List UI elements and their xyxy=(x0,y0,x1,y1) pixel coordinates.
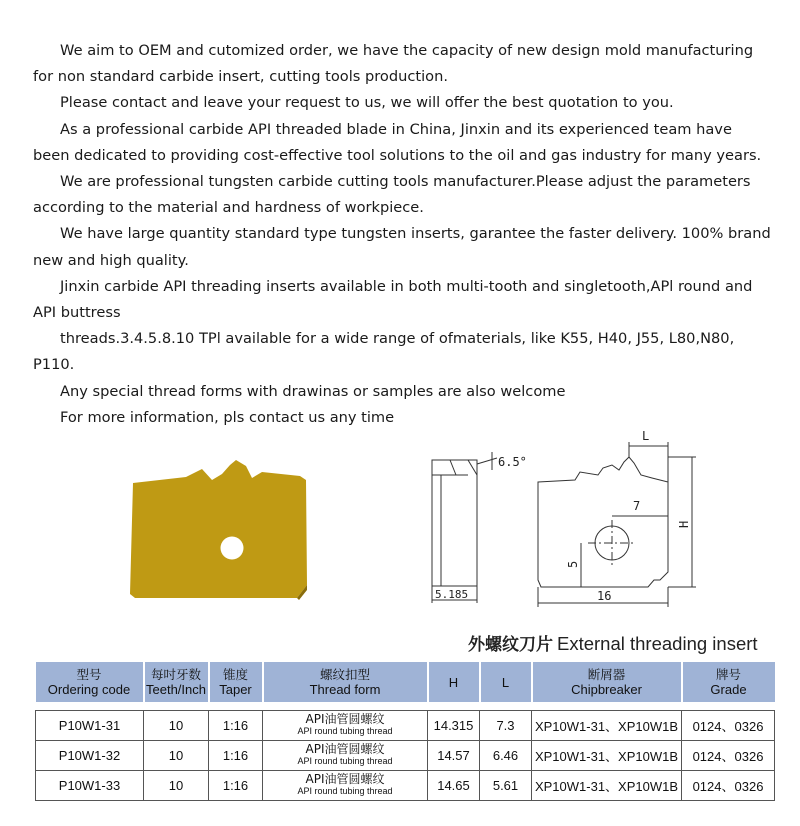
angle-label: 6.5° xyxy=(498,455,527,469)
intro-paragraph: threads.3.4.5.8.10 TPl available for a wide range of ofmaterials, like K55, H40, J55, L80,N80, P110. xyxy=(33,330,735,374)
cell-grade: 0124、0326 xyxy=(682,740,775,770)
header-h: H xyxy=(428,662,480,702)
cell-l: 5.61 xyxy=(480,770,532,800)
intro-text xyxy=(33,38,773,431)
intro-paragraph: Jinxin carbide API threading inserts available in both multi-tooth and singletooth,APl round and API buttress xyxy=(33,277,753,322)
cell-grade: 0124、0326 xyxy=(682,770,775,800)
intro-paragraph: Any special thread forms with drawinas or samples are also welcome xyxy=(60,382,566,400)
header-chipbreaker: 断屑器 Chipbreaker xyxy=(532,662,682,702)
hole-offset-y-label: 5 xyxy=(566,560,580,568)
cell-taper: 1:16 xyxy=(209,710,263,740)
cell-code: P10W1-32 xyxy=(36,740,144,770)
table-header-row xyxy=(36,662,775,702)
cell-code: P10W1-31 xyxy=(36,710,144,740)
cell-thread-form: API油管圆螺纹 API round tubing thread xyxy=(263,740,428,770)
cell-h: 14.57 xyxy=(428,740,480,770)
insert-hole xyxy=(221,537,244,560)
table-row xyxy=(36,740,775,770)
intro-paragraph: Please contact and leave your request to us, we will offer the best quotation to you. xyxy=(60,94,674,112)
h-label: H xyxy=(677,520,691,528)
insert-drawing xyxy=(0,420,800,620)
cell-h: 14.65 xyxy=(428,770,480,800)
cell-h: 14.315 xyxy=(428,710,480,740)
width-label: 16 xyxy=(597,589,612,603)
side-view xyxy=(432,452,497,603)
cell-l: 6.46 xyxy=(480,740,532,770)
cell-chipbreaker: XP10W1-31、XP10W1B xyxy=(532,740,682,770)
cell-teeth: 10 xyxy=(144,710,209,740)
cell-code: P10W1-33 xyxy=(36,770,144,800)
cell-chipbreaker: XP10W1-31、XP10W1B xyxy=(532,770,682,800)
caption-en: External threading insert xyxy=(557,633,758,654)
cell-l: 7.3 xyxy=(480,710,532,740)
header-thread-form: 螺纹扣型 Thread form xyxy=(263,662,428,702)
thickness-label: 5.185 xyxy=(435,588,469,601)
figure-caption xyxy=(468,630,758,655)
header-taper: 锥度 Taper xyxy=(209,662,263,702)
header-ordering-code: 型号 Ordering code xyxy=(36,662,144,702)
intro-paragraph: For more information, pls contact us any time xyxy=(60,408,395,426)
l-label: L xyxy=(642,429,650,443)
cell-taper: 1:16 xyxy=(209,770,263,800)
cell-grade: 0124、0326 xyxy=(682,710,775,740)
header-l: L xyxy=(480,662,532,702)
intro-paragraph: We have large quantity standard type tungsten inserts, garantee the faster delivery. 100% brand new and high quality. xyxy=(33,225,771,269)
cell-chipbreaker: XP10W1-31、XP10W1B xyxy=(532,710,682,740)
spec-table xyxy=(35,662,775,801)
header-teeth-inch: 每吋牙数 Teeth/Inch xyxy=(144,662,209,702)
table-row xyxy=(36,770,775,800)
cell-thread-form: API油管圆螺纹 API round tubing thread xyxy=(263,770,428,800)
intro-paragraph: We aim to OEM and cutomized order, we have the capacity of new design mold manufacturing for non standard carbide insert, cutting tools production. xyxy=(33,42,754,86)
header-grade: 牌号 Grade xyxy=(682,662,775,702)
cell-thread-form: API油管圆螺纹 API round tubing thread xyxy=(263,710,428,740)
cell-teeth: 10 xyxy=(144,740,209,770)
cell-teeth: 10 xyxy=(144,770,209,800)
cell-taper: 1:16 xyxy=(209,740,263,770)
intro-paragraph: As a professional carbide API threaded blade in China, Jinxin and its experienced team have been dedicated to providing cost-effective tool solutions to the oil and gas industry for many years. xyxy=(33,120,762,164)
front-view xyxy=(538,442,696,607)
table-row xyxy=(36,710,775,740)
hole-offset-x-label: 7 xyxy=(633,499,641,513)
insert-figure xyxy=(0,420,800,620)
intro-paragraph: We are professional tungsten carbide cutting tools manufacturer.Please adjust the parameters according to the material and hardness of workpiece. xyxy=(33,173,751,217)
insert-photo xyxy=(130,460,307,600)
caption-cn: 外螺纹刀片 xyxy=(468,635,553,655)
